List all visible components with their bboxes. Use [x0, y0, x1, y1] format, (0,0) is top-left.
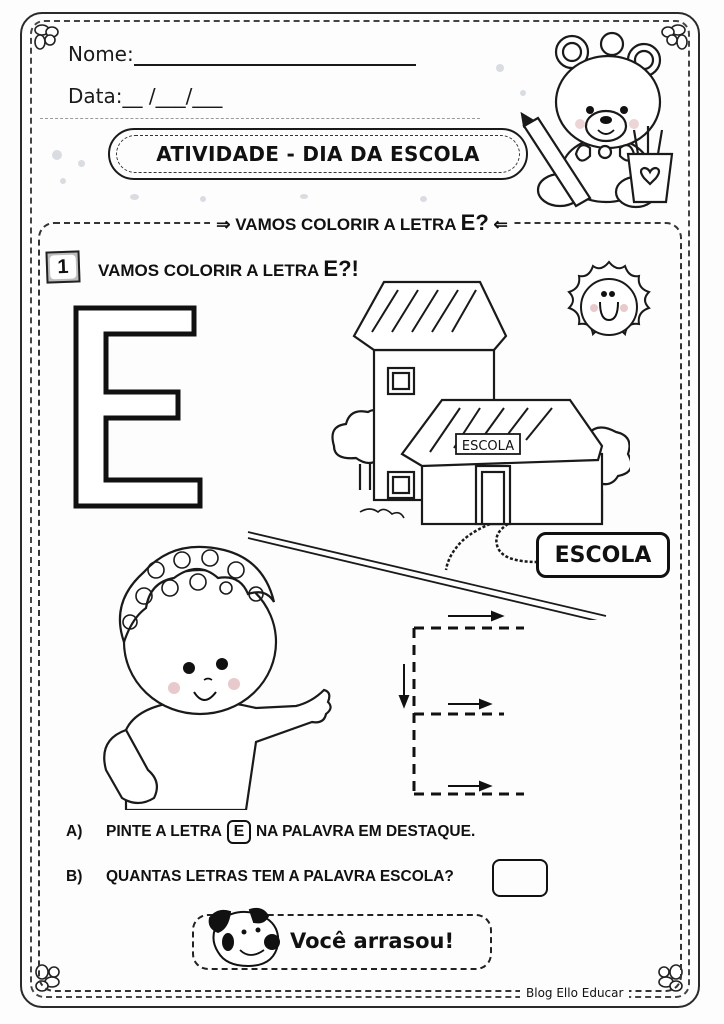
- left-arrow-icon: ⇒: [216, 215, 231, 234]
- confetti-decoration: [52, 150, 62, 160]
- question-b-text: QUANTAS LETRAS TEM A PALAVRA ESCOLA?: [106, 868, 454, 885]
- right-arrow-icon: [492, 612, 502, 620]
- boxed-letter-e: E: [227, 820, 251, 844]
- teddy-bear-with-pencil-illustration: [520, 30, 690, 210]
- question-b: [66, 868, 454, 886]
- confetti-decoration: [60, 178, 66, 184]
- activity-title-banner: [108, 128, 528, 180]
- section-heading: [0, 210, 724, 236]
- question-title-text: VAMOS COLORIR A LETRA: [98, 261, 319, 280]
- confetti-decoration: [130, 194, 139, 200]
- big-letter-e-outline[interactable]: [70, 302, 210, 512]
- activity-title: ATIVIDADE - DIA DA ESCOLA: [156, 142, 480, 166]
- question-number: 1: [50, 255, 77, 280]
- right-arrow-icon: [480, 782, 490, 790]
- footer-credit: Blog Ello Educar: [520, 986, 629, 1000]
- section-heading-text: VAMOS COLORIR A LETRA: [235, 215, 456, 234]
- question-a-letter: A): [66, 823, 83, 840]
- letter-count-answer-box[interactable]: [492, 859, 548, 897]
- dog-face-icon: [204, 906, 286, 972]
- congrats-text: Você arrasou!: [290, 929, 455, 953]
- section-heading-letter: E?: [460, 210, 489, 235]
- date-field[interactable]: [68, 84, 222, 108]
- question-a-text-after: NA PALAVRA EM DESTAQUE.: [255, 823, 476, 840]
- svg-text:ESCOLA: ESCOLA: [461, 439, 515, 454]
- question-a: [66, 820, 475, 844]
- child-pointing-illustration: [86, 530, 336, 810]
- trace-letter-e-dashed[interactable]: [392, 604, 532, 804]
- confetti-decoration: [78, 160, 85, 167]
- header-divider: [40, 118, 480, 119]
- down-arrow-icon: [400, 696, 408, 706]
- question-b-letter: B): [66, 868, 83, 885]
- question-number-badge: [45, 250, 80, 283]
- question-title: [98, 256, 359, 282]
- question-a-text-before: PINTE A LETRA: [106, 823, 222, 840]
- confetti-decoration: [300, 194, 308, 199]
- name-field[interactable]: [134, 64, 416, 66]
- right-arrow-icon: ⇐: [493, 215, 508, 234]
- highlighted-word-escola[interactable]: ESCOLA: [536, 532, 670, 578]
- flower-ornament-icon: [30, 20, 70, 60]
- date-label: Data:: [68, 84, 123, 108]
- question-title-letter: E?!: [323, 256, 359, 281]
- confetti-decoration: [496, 64, 504, 72]
- right-arrow-icon: [480, 700, 490, 708]
- date-placeholder: __ /___/___: [122, 84, 223, 108]
- confetti-decoration: [200, 196, 206, 202]
- name-label: Nome:: [68, 42, 134, 66]
- confetti-decoration: [420, 196, 427, 202]
